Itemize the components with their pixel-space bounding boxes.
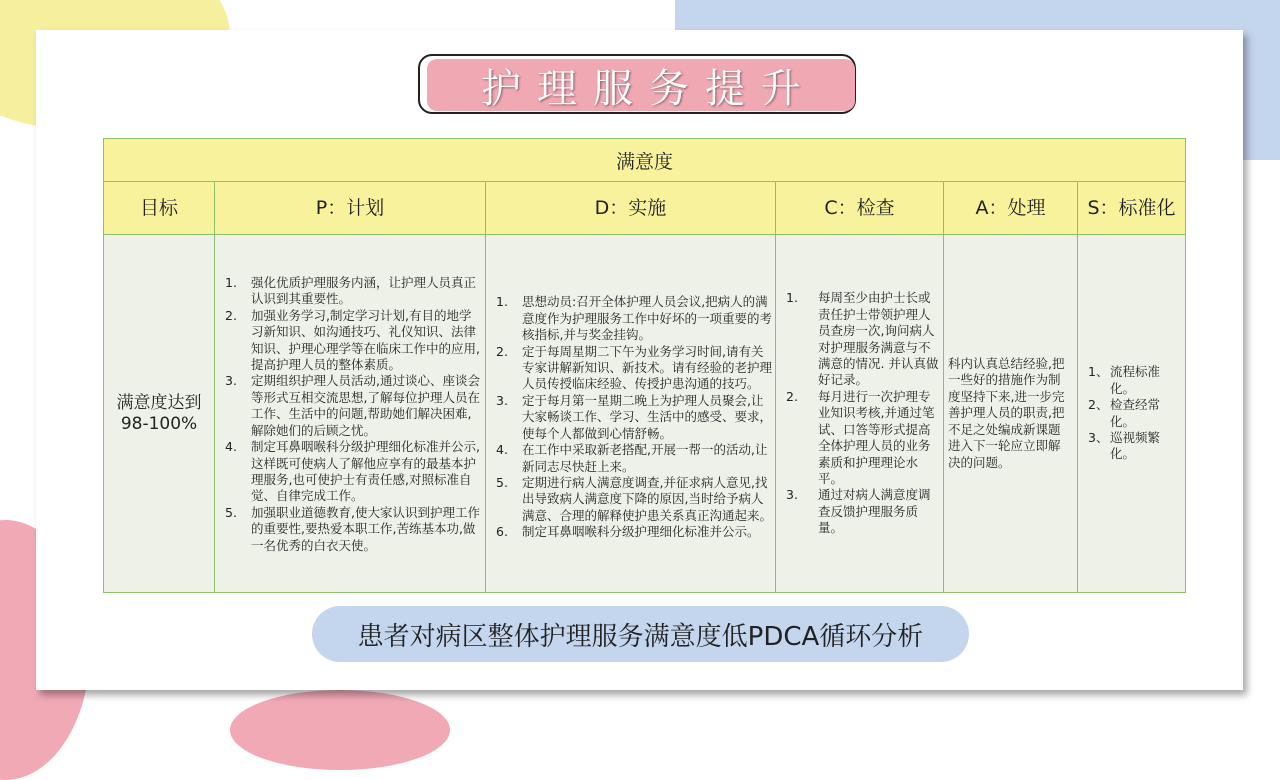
standardize-cell [1078,235,1186,593]
col-header-goal: 目标 [104,182,215,235]
plan-item: 定期组织护理人员活动,通过谈心、座谈会等形式互相交流思想,了解每位护理人员在工作、生活中的问题,帮助她们解决困难,解除她们的后顾之忧。 [251,373,480,438]
do-item: 在工作中采取新老搭配,开展一帮一的活动,让新同志尽快赶上来。 [522,442,768,474]
check-item: 通过对病人满意度调查反馈护理服务质量。 [818,487,931,536]
table-column-headers [104,182,1186,235]
plan-list [221,275,485,554]
check-item: 每月进行一次护理专业知识考核,并通过笔试、口答等形式提高全体护理人员的业务素质和护理理论水平。 [818,388,935,486]
header-satisfaction: 满意度 [104,139,1186,182]
title-banner [418,54,862,116]
pdca-table [103,138,1186,593]
do-item: 制定耳鼻咽喉科分级护理细化标准并公示。 [522,524,760,540]
do-list [492,294,775,540]
do-item: 思想动员:召开全体护理人员会议,把病人的满意度作为护理服务工作中好坏的一项重要的考核指标,并与奖金挂钩。 [522,294,773,343]
check-list [782,290,943,536]
col-header-act: A：处理 [944,182,1078,235]
decor-pink-blob-bottom [230,690,450,770]
standardize-item: 1、 流程标准化。 [1088,364,1161,396]
plan-item: 强化优质护理服务内涵，让护理人员真正认识到其重要性。 [251,275,477,307]
plan-item: 制定耳鼻咽喉科分级护理细化标准并公示,这样既可使病人了解他应享有的最基本护理服务,也可使护士有责任感,对照标准自觉、自律完成工作。 [251,439,480,504]
do-item: 定于每周星期二下午为业务学习时间,请有关专家讲解新知识、新技术。请有经验的老护理人员传授临床经验、传授护患沟通的技巧。 [522,343,773,392]
standardize-item: 2、 检查经常化。 [1088,397,1161,429]
goal-cell: 满意度达到98-100% [104,235,215,593]
page-title: 护理服务提升 [427,59,855,111]
subtitle-pill: 患者对病区整体护理服务满意度低PDCA循环分析 [312,606,969,662]
do-cell [486,235,776,593]
standardize-item: 3、 巡视频繁化。 [1088,429,1161,462]
check-item: 每周至少由护士长或责任护士带领护理人员查房一次,询问病人对护理服务满意与不满意的情况. 并认真做好记录。 [818,290,939,388]
act-cell: 科内认真总结经验,把一些好的措施作为制度坚持下来,进一步完善护理人员的职责,把不足之处编成新课题进入下一轮应立即解决的问题。 [944,235,1078,593]
table-body-row [104,235,1186,593]
col-header-check: C：检查 [776,182,944,235]
check-cell [776,235,944,593]
table-header-row [104,139,1186,182]
col-header-standardize: S：标准化 [1078,182,1186,235]
plan-cell [215,235,486,593]
plan-item: 加强职业道德教育,使大家认识到护理工作的重要性,要热爱本职工作,苦练基本功,做一名优秀的白衣天使。 [251,504,480,553]
do-item: 定期进行病人满意度调查,并征求病人意见,找出导致病人满意度下降的原因,当时给予病人满意、合理的解释使护患关系真正沟通起来。 [522,474,773,523]
col-header-plan: P：计划 [215,182,486,235]
col-header-do: D：实施 [486,182,776,235]
plan-item: 加强业务学习,制定学习计划,有目的地学习新知识、如沟通技巧、礼仪知识、法律知识、护理心理学等在临床工作中的应用,提高护理人员的整体素质。 [251,307,480,373]
do-item: 定于每月第一星期二晚上为护理人员聚会,让大家畅谈工作、学习、生活中的感受、要求，使每个人都做到心情舒畅。 [522,392,773,441]
